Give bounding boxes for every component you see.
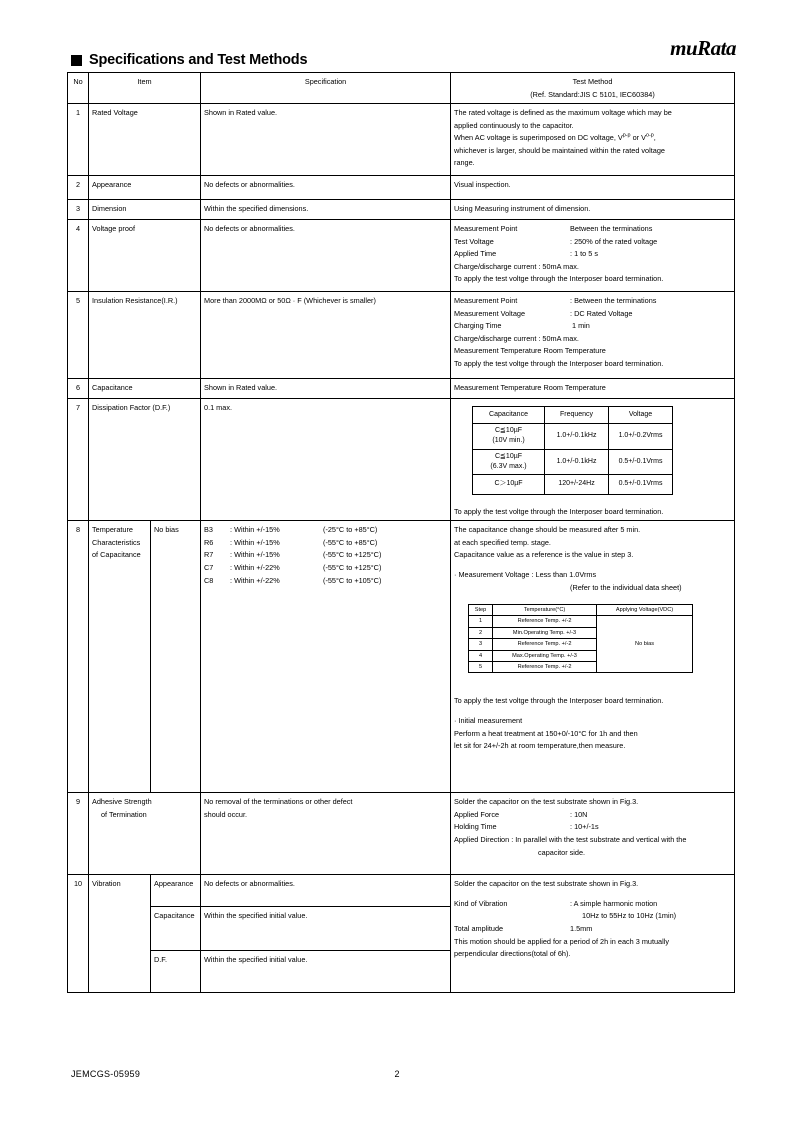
row-item-sub: No bias — [151, 521, 201, 793]
table-header-row — [68, 73, 735, 104]
row-no: 3 — [68, 200, 89, 220]
table-row — [68, 200, 735, 220]
header-item: Item — [89, 73, 201, 104]
row-test-method: Using Measuring instrument of dimension. — [451, 200, 735, 220]
step-cell-step: 5 — [469, 662, 493, 673]
row-item: Voltage proof — [89, 220, 201, 292]
row-spec: No defects or abnormalities. — [201, 176, 451, 200]
df-cell-frequency: 1.0+/-0.1kHz — [545, 449, 609, 474]
kv-line: Applied Time : 1 to 5 s — [454, 249, 599, 259]
step-cell-temperature: Reference Temp. +/-2 — [493, 616, 597, 627]
df-cell-frequency: 120+/-24Hz — [545, 474, 609, 494]
row-test-method: Solder the capacitor on the test substrate shown in Fig.3. Applied Force : 10N Holding Time : 10+/-1s Applied Direction : In parallel with the test substrate and vertical with the capacitor side. — [451, 793, 735, 875]
row-test-method: Solder the capacitor on the test substrate shown in Fig.3. Kind of Vibration : A simple harmonic motion 10Hz to 55Hz to 10Hz (1min) Total amplitude 1.5mm This motion should be applied for a period of 2h in each 3 mutually perpendicular directions(total of 6h). — [451, 875, 735, 993]
row-item: Rated Voltage — [89, 104, 201, 176]
row-spec: Shown in Rated value. — [201, 379, 451, 399]
df-cell-voltage: 0.5+/-0.1Vrms — [609, 449, 673, 474]
row-item-sub: Appearance — [151, 875, 201, 907]
table-row — [68, 176, 735, 200]
row-test-method — [451, 399, 735, 521]
row-test-method: Measurement Point Between the terminations Test Voltage : 250% of the rated voltage Applied Time : 1 to 5 s Charge/discharge current : 50mA max. To apply the test voltge through the Interposer board termination. — [451, 220, 735, 292]
row-no: 10 — [68, 875, 89, 993]
row-no: 4 — [68, 220, 89, 292]
row-spec: No defects or abnormalities. — [201, 220, 451, 292]
row-test-method: Visual inspection. — [451, 176, 735, 200]
row-test-method: The rated voltage is defined as the maximum voltage which may be applied continuously to the capacitor. When AC voltage is superimposed on DC voltage, $V^{p-p}$ or $V^{o-p}$, whichever is larger, should be maintained within the rated voltage range. — [451, 104, 735, 176]
row-no: 7 — [68, 399, 89, 521]
row-item: Adhesive Strength of Termination — [89, 793, 201, 875]
step-cell-temperature: Reference Temp. +/-2 — [493, 662, 597, 673]
row-item: Vibration — [89, 875, 151, 993]
dissipation-factor-table — [472, 406, 673, 495]
kv-line: Measurement Voltage : DC Rated Voltage — [454, 308, 633, 318]
temp-char-line: C7 : Within +/-22% (-55°C to +125°C) — [204, 562, 382, 572]
step-header-step: Step — [469, 605, 493, 616]
row-item: Dimension — [89, 200, 201, 220]
murata-logo: muRata — [670, 36, 736, 60]
specifications-table — [67, 72, 735, 993]
df-cell-capacitance: C≦10µF (6.3V max.) — [473, 449, 545, 474]
step-cell-temperature: Min.Operating Temp. +/-3 — [493, 627, 597, 638]
df-cell-frequency: 1.0+/-0.1kHz — [545, 424, 609, 449]
df-header-frequency: Frequency — [545, 407, 609, 424]
row-item: Dissipation Factor (D.F.) — [89, 399, 201, 521]
table-row — [68, 104, 735, 176]
footer-doc-code: JEMCGS-05959 — [71, 1069, 141, 1079]
row-item: Insulation Resistance(I.R.) — [89, 292, 201, 379]
step-temperature-table — [468, 604, 693, 673]
df-cell-voltage: 0.5+/-0.1Vrms — [609, 474, 673, 494]
kv-line: Kind of Vibration : A simple harmonic motion — [454, 898, 658, 908]
kv-line: Holding Time : 10+/-1s — [454, 822, 599, 832]
temp-char-line: R7 : Within +/-15% (-55°C to +125°C) — [204, 550, 382, 560]
df-cell-capacitance: C≦10µF (10V min.) — [473, 424, 545, 449]
page-title — [71, 52, 307, 68]
page-title-text: Specifications and Test Methods — [89, 52, 308, 68]
row-item: Temperature Characteristics of Capacitance — [89, 521, 151, 793]
df-header-voltage: Voltage — [609, 407, 673, 424]
temp-char-line: C8 : Within +/-22% (-55°C to +105°C) — [204, 575, 382, 585]
row-no: 2 — [68, 176, 89, 200]
step-cell-voltage-merged: No bias — [597, 616, 693, 673]
row-spec: No defects or abnormalities. — [201, 875, 451, 907]
step-cell-step: 2 — [469, 627, 493, 638]
footer-page-number: 2 — [394, 1069, 400, 1079]
row-spec: Shown in Rated value. — [201, 104, 451, 176]
kv-line: Test Voltage : 250% of the rated voltage — [454, 236, 658, 246]
row-item: Capacitance — [89, 379, 201, 399]
table-row — [68, 875, 735, 907]
temp-char-line: R6 : Within +/-15% (-55°C to +85°C) — [204, 537, 378, 547]
table-row — [68, 379, 735, 399]
table-row — [68, 521, 735, 793]
df-cell-capacitance: C＞10µF — [473, 474, 545, 494]
row-spec: More than 2000MΩ or 50Ω · F (Whichever is smaller) — [201, 292, 451, 379]
step-header-temperature: Temperature(°C) — [493, 605, 597, 616]
df-row — [473, 449, 673, 474]
row-test-method: Measurement Temperature Room Temperature — [451, 379, 735, 399]
row-item: Appearance — [89, 176, 201, 200]
kv-line: Total amplitude 1.5mm — [454, 923, 593, 933]
row-spec: Within the specified initial value. — [201, 907, 451, 951]
table-row — [68, 220, 735, 292]
step-header-voltage: Applying Voltage(VDC) — [597, 605, 693, 616]
table-row — [68, 399, 735, 521]
temp-char-line: B3 : Within +/-15% (-25°C to +85°C) — [204, 525, 378, 535]
df-row — [473, 424, 673, 449]
df-row — [473, 474, 673, 494]
row-spec: No removal of the terminations or other defect should occur. — [201, 793, 451, 875]
row-spec: 0.1 max. — [201, 399, 451, 521]
kv-line: Charging Time 1 min — [454, 321, 590, 331]
row-no: 9 — [68, 793, 89, 875]
row-spec: Within the specified dimensions. — [201, 200, 451, 220]
df-cell-voltage: 1.0+/-0.2Vrms — [609, 424, 673, 449]
df-header-row — [473, 407, 673, 424]
step-cell-step: 3 — [469, 639, 493, 650]
step-header-row — [469, 605, 693, 616]
row-no: 5 — [68, 292, 89, 379]
table-row — [68, 793, 735, 875]
step-cell-temperature: Max.Operating Temp. +/-3 — [493, 650, 597, 661]
header-test-method: Test Method (Ref. Standard:JIS C 5101, IEC60384) — [451, 73, 735, 104]
row-test-method: Measurement Point : Between the terminations Measurement Voltage : DC Rated Voltage Charging Time 1 min Charge/discharge current : 50mA max. Measurement Temperature Room Temperature To apply the test voltge through the Interposer board termination. — [451, 292, 735, 379]
kv-line: Measurement Point Between the terminations — [454, 224, 653, 234]
table-row — [68, 292, 735, 379]
row-spec: Within the specified initial value. — [201, 951, 451, 993]
bullet-square-icon — [71, 55, 82, 66]
step-row — [469, 616, 693, 627]
header-specification: Specification — [201, 73, 451, 104]
row-item-sub: Capacitance — [151, 907, 201, 951]
step-cell-temperature: Reference Temp. +/-2 — [493, 639, 597, 650]
row-no: 6 — [68, 379, 89, 399]
row-test-method: The capacitance change should be measured after 5 min. at each specified temp. stage. Capacitance value as a reference is the value in step 3. · Measurement Voltage : Less than 1.0Vrms (Refer to the individual data sheet) Step Temperature(°C) Applying Voltage(VDC) 1 Reference Temp. +/-2 No bias 2 Min.Operating Temp. +/-3 3 Reference Temp. +/-2 4 Max.Operating Temp. +/-3 5 Reference Temp. +/-2 To apply the test voltge through the Interposer board termination. · Initial measurement Perform a heat treatment at 150+0/-10°C for 1h and then let sit for 24+/-2h at room temperature,then measure. — [451, 521, 735, 793]
step-cell-step: 1 — [469, 616, 493, 627]
df-footer-note: To apply the test voltge through the Interposer board termination. — [454, 506, 664, 516]
header-no: No — [68, 73, 89, 104]
kv-line: Measurement Point : Between the terminations — [454, 296, 657, 306]
row-no: 1 — [68, 104, 89, 176]
kv-line: Applied Force : 10N — [454, 809, 588, 819]
step-cell-step: 4 — [469, 650, 493, 661]
row-item-sub: D.F. — [151, 951, 201, 993]
superscript-line: When AC voltage is superimposed on DC voltage, $V^{p-p}$ or $V^{o-p}$, — [454, 132, 656, 143]
row-no: 8 — [68, 521, 89, 793]
row-spec — [201, 521, 451, 793]
df-header-capacitance: Capacitance — [473, 407, 545, 424]
